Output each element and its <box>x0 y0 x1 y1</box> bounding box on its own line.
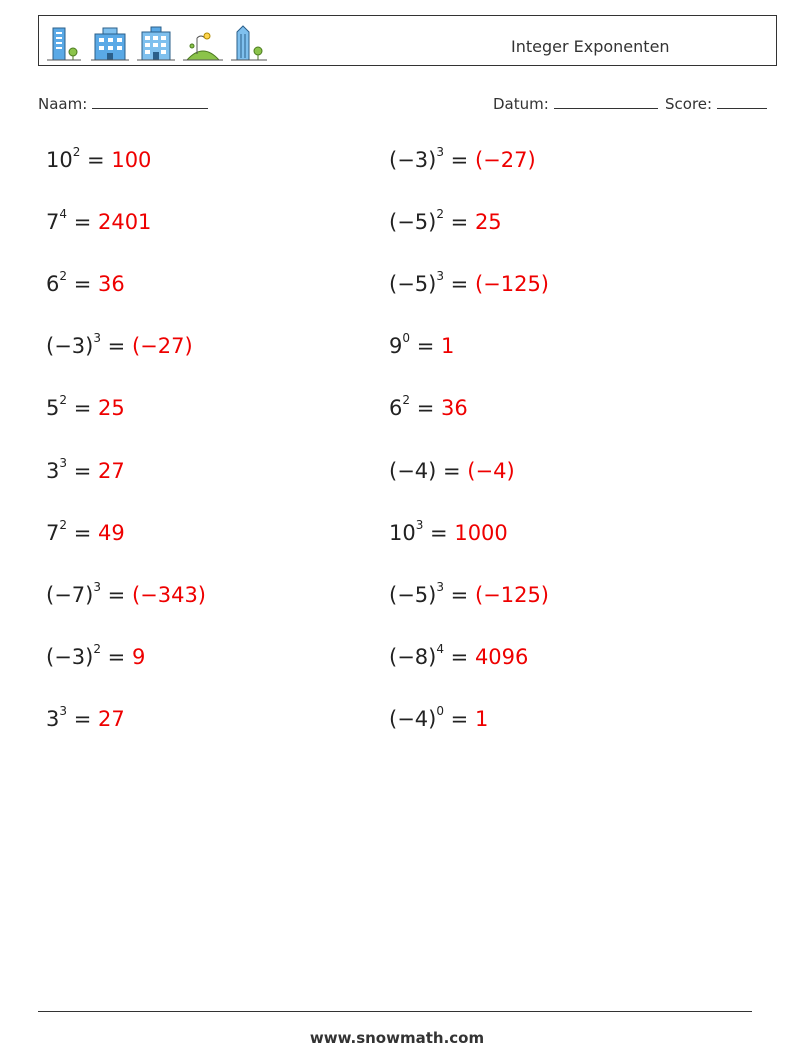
equals-sign: = <box>67 396 98 421</box>
problem-answer: (−27) <box>131 334 193 359</box>
problem-base: (−5) <box>389 210 437 235</box>
problem-item <box>46 207 152 235</box>
problem-item <box>389 459 515 483</box>
name-label: Naam: <box>38 95 88 113</box>
problem-exponent: 4 <box>436 641 444 656</box>
problem-item <box>389 331 455 359</box>
problem-item <box>46 517 125 545</box>
worksheet-header <box>38 15 777 66</box>
date-label: Datum: <box>493 95 549 113</box>
date-field <box>493 94 658 113</box>
problem-answer: 27 <box>97 458 125 483</box>
problem-base: 6 <box>389 396 403 421</box>
problem-answer: (−343) <box>131 582 207 607</box>
skyscraper-icon <box>231 24 267 62</box>
problem-base: 7 <box>46 210 60 235</box>
name-blank <box>92 94 208 109</box>
problem-item <box>389 269 550 297</box>
footer-url: www.snowmath.com <box>309 1029 485 1047</box>
equals-sign: = <box>67 520 98 545</box>
problem-item <box>389 207 502 235</box>
problem-item <box>46 703 125 731</box>
problem-exponent: 3 <box>93 331 101 346</box>
problem-exponent: 2 <box>402 393 411 408</box>
equals-sign: = <box>410 396 441 421</box>
problem-item <box>46 393 125 421</box>
equals-sign: = <box>436 458 468 483</box>
equals-sign: = <box>410 334 441 359</box>
problem-item <box>389 517 508 545</box>
equals-sign: = <box>100 644 132 669</box>
score-blank <box>717 94 767 109</box>
problem-base: (−4) <box>389 458 437 483</box>
problem-answer: 2401 <box>97 210 152 235</box>
problem-item <box>389 703 489 731</box>
problem-exponent: 2 <box>59 517 68 532</box>
date-blank <box>554 94 658 109</box>
equals-sign: = <box>443 272 475 297</box>
problem-answer: 36 <box>440 396 468 421</box>
problem-answer: 25 <box>97 396 125 421</box>
problem-item <box>46 455 125 483</box>
problem-base: 9 <box>389 334 403 359</box>
equals-sign: = <box>67 210 98 235</box>
problem-exponent: 2 <box>93 641 101 656</box>
problem-exponent: 3 <box>436 145 444 159</box>
equals-sign: = <box>100 582 132 607</box>
problem-exponent: 3 <box>93 579 101 594</box>
problem-item <box>46 331 193 359</box>
problem-base: (−7) <box>46 582 94 607</box>
problem-base: 3 <box>46 458 60 483</box>
problem-answer: 9 <box>131 644 146 669</box>
problem-answer: 100 <box>111 148 152 172</box>
problem-exponent: 2 <box>436 207 444 222</box>
problem-answer: 49 <box>97 520 125 545</box>
problem-answer: 4096 <box>474 644 529 669</box>
problem-exponent: 4 <box>59 207 68 222</box>
equals-sign: = <box>443 210 475 235</box>
problem-exponent: 2 <box>59 393 68 408</box>
footer-divider <box>38 1011 752 1012</box>
equals-sign: = <box>67 272 98 297</box>
problem-exponent: 0 <box>436 703 444 718</box>
problem-exponent: 3 <box>436 269 444 284</box>
problem-base: 7 <box>46 520 60 545</box>
problem-answer: (−125) <box>474 272 550 297</box>
office-building-icon <box>91 24 129 62</box>
problem-exponent: 3 <box>436 579 444 594</box>
problem-exponent: 0 <box>402 331 411 346</box>
problem-exponent: 3 <box>59 455 68 470</box>
equals-sign: = <box>423 520 455 545</box>
problem-base: (−8) <box>389 644 437 669</box>
score-label: Score: <box>665 95 713 113</box>
problem-answer: 27 <box>97 706 125 731</box>
problem-base: (−5) <box>389 272 437 297</box>
equals-sign: = <box>80 148 112 172</box>
problem-item <box>389 641 529 669</box>
problem-answer: (−125) <box>474 582 550 607</box>
problem-item <box>46 269 125 297</box>
score-field <box>665 94 767 113</box>
park-hill-icon <box>183 24 223 62</box>
problem-base: (−3) <box>46 334 94 359</box>
equals-sign: = <box>100 334 132 359</box>
problem-base: (−4) <box>389 706 437 731</box>
problem-answer: (−27) <box>474 148 536 172</box>
problem-base: 10 <box>389 520 416 545</box>
problem-exponent: 2 <box>72 145 81 159</box>
problem-exponent: 3 <box>59 703 68 718</box>
equals-sign: = <box>443 706 475 731</box>
problem-item <box>46 145 152 172</box>
problem-answer: 1000 <box>454 520 508 545</box>
problem-base: (−3) <box>389 148 437 172</box>
problem-base: 3 <box>46 706 60 731</box>
problem-item <box>46 579 207 607</box>
problem-base: 10 <box>46 148 73 172</box>
problem-answer: 25 <box>474 210 502 235</box>
equals-sign: = <box>67 458 98 483</box>
worksheet-title: Integer Exponenten <box>511 37 670 56</box>
office-tower-icon <box>47 24 83 62</box>
equals-sign: = <box>443 148 475 172</box>
header-icons <box>47 22 267 62</box>
problem-answer: 1 <box>440 334 455 359</box>
problem-answer: 36 <box>97 272 125 297</box>
apartment-building-icon <box>137 24 175 62</box>
equals-sign: = <box>67 706 98 731</box>
problem-base: (−5) <box>389 582 437 607</box>
problem-item <box>389 145 536 172</box>
problem-base: 5 <box>46 396 60 421</box>
problem-base: (−3) <box>46 644 94 669</box>
name-field <box>38 94 208 113</box>
problem-item <box>389 393 468 421</box>
problem-item <box>46 641 146 669</box>
equals-sign: = <box>443 582 475 607</box>
problem-exponent: 3 <box>415 517 424 532</box>
problem-base: 6 <box>46 272 60 297</box>
problem-item <box>389 579 550 607</box>
equals-sign: = <box>443 644 475 669</box>
problem-exponent: 2 <box>59 269 68 284</box>
problem-answer: 1 <box>474 706 489 731</box>
problem-answer: (−4) <box>467 458 515 483</box>
